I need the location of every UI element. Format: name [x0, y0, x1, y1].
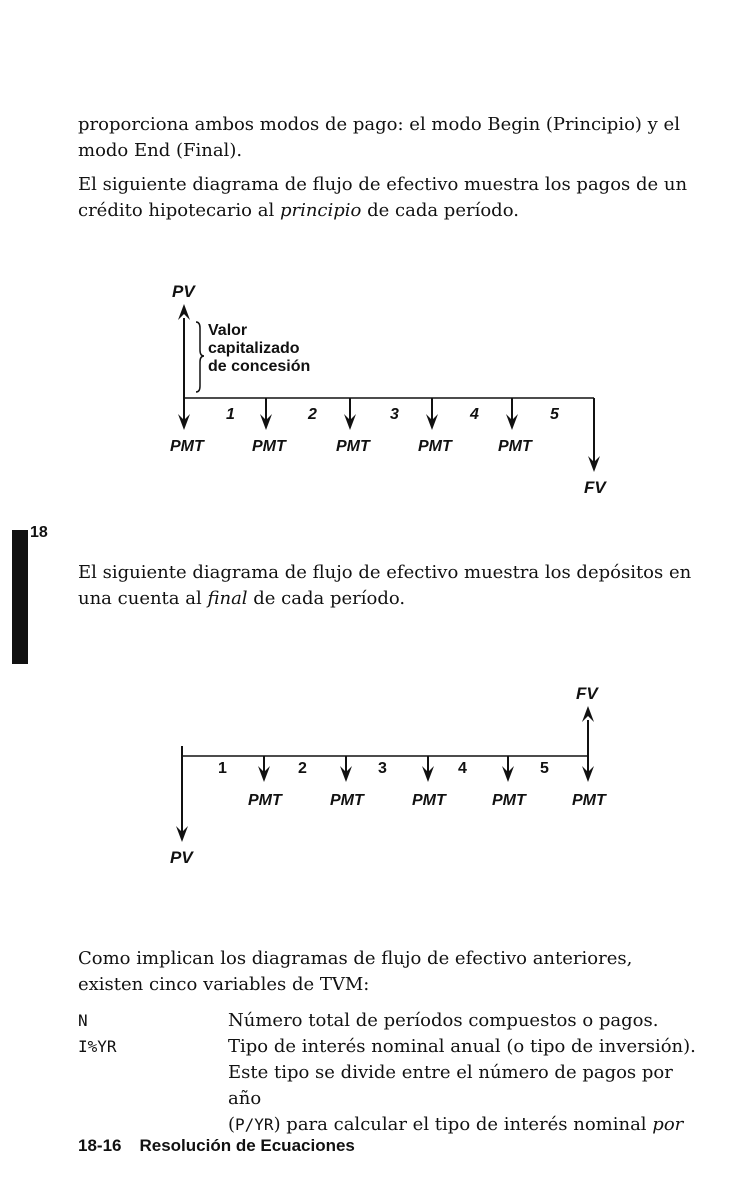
paragraph-end-diagram-intro: [78, 560, 698, 612]
diagram1-fv-label: FV: [584, 478, 606, 497]
diagram2-fv-label: FV: [576, 684, 598, 703]
emphasis-final: final: [207, 588, 248, 609]
pmt-label: PMT: [498, 438, 532, 455]
description-line: Tipo de interés nominal anual (o tipo de inversión).: [228, 1036, 696, 1057]
pmt-label: PMT: [336, 438, 370, 455]
text-segment: ) para calcular el tipo de interés nominal: [273, 1114, 653, 1135]
period-number: 5: [540, 760, 549, 777]
period-number: 1: [226, 406, 235, 423]
pmt-label: PMT: [412, 792, 446, 809]
bracket-line: capitalizado: [208, 340, 300, 357]
period-number: 2: [308, 406, 317, 423]
period-number: 5: [550, 406, 559, 423]
description-line: [228, 1112, 708, 1138]
pmt-label: PMT: [252, 438, 286, 455]
arrow-head-up: [582, 706, 594, 722]
paragraph-payment-modes: proporciona ambos modos de pago: el modo Begin (Principio) y el modo End (Final).: [78, 114, 680, 161]
period-number: 1: [218, 760, 227, 777]
bracket-line: de concesión: [208, 358, 311, 375]
capitalized-value-label: [208, 322, 310, 376]
pmt-label: PMT: [170, 438, 204, 455]
variable-description: [228, 1034, 708, 1138]
capitalized-value-bracket: [196, 322, 204, 392]
text-segment: (: [228, 1114, 236, 1135]
bracket-line: Valor: [208, 322, 248, 339]
pmt-label: PMT: [572, 792, 606, 809]
key-reference: P/YR: [235, 1115, 274, 1134]
paragraph-begin-diagram-intro: [78, 172, 698, 224]
emphasis-por: por: [652, 1114, 684, 1135]
pmt-label: PMT: [418, 438, 452, 455]
period-number: 4: [458, 760, 467, 777]
diagram1-pv-label: PV: [172, 282, 195, 301]
period-number: 3: [390, 406, 399, 423]
arrow-head-down: [588, 456, 600, 472]
variable-description: Número total de períodos compuestos o pagos.: [228, 1010, 659, 1031]
emphasis-principio: principio: [279, 200, 362, 221]
arrow-head-down: [176, 826, 188, 842]
variable-row-iyr: [78, 1034, 718, 1135]
section-title: Resolución de Ecuaciones: [139, 1136, 355, 1155]
pmt-label: PMT: [330, 792, 364, 809]
variable-key: I%YR: [78, 1037, 117, 1056]
text-segment: de cada período.: [361, 200, 519, 221]
page-footer: [78, 1136, 355, 1156]
period-number: 4: [470, 406, 479, 423]
diagram2-pv-label: PV: [170, 848, 193, 867]
text-segment: El siguiente diagrama de flujo de efectivo muestra los depósitos en una cuenta al: [78, 562, 692, 609]
period-number: 2: [298, 760, 307, 777]
page-number: 18-16: [78, 1136, 122, 1155]
variable-key: N: [78, 1011, 88, 1030]
text-segment: El siguiente diagrama de flujo de efectivo muestra los pagos de un crédito hipotecario al: [78, 174, 688, 221]
text-segment: de cada período.: [247, 588, 406, 609]
chapter-thumb-tab: [12, 530, 28, 664]
description-line: Este tipo se divide entre el número de pagos por año: [228, 1062, 673, 1109]
pmt-label: PMT: [492, 792, 526, 809]
paragraph-tvm-variables-intro: Como implican los diagramas de flujo de efectivo anteriores, existen cinco variables de TVM:: [78, 948, 633, 995]
period-number: 3: [378, 760, 387, 777]
pmt-label: PMT: [248, 792, 282, 809]
chapter-tab-number: 18: [30, 524, 48, 541]
arrow-head-up: [178, 304, 190, 320]
